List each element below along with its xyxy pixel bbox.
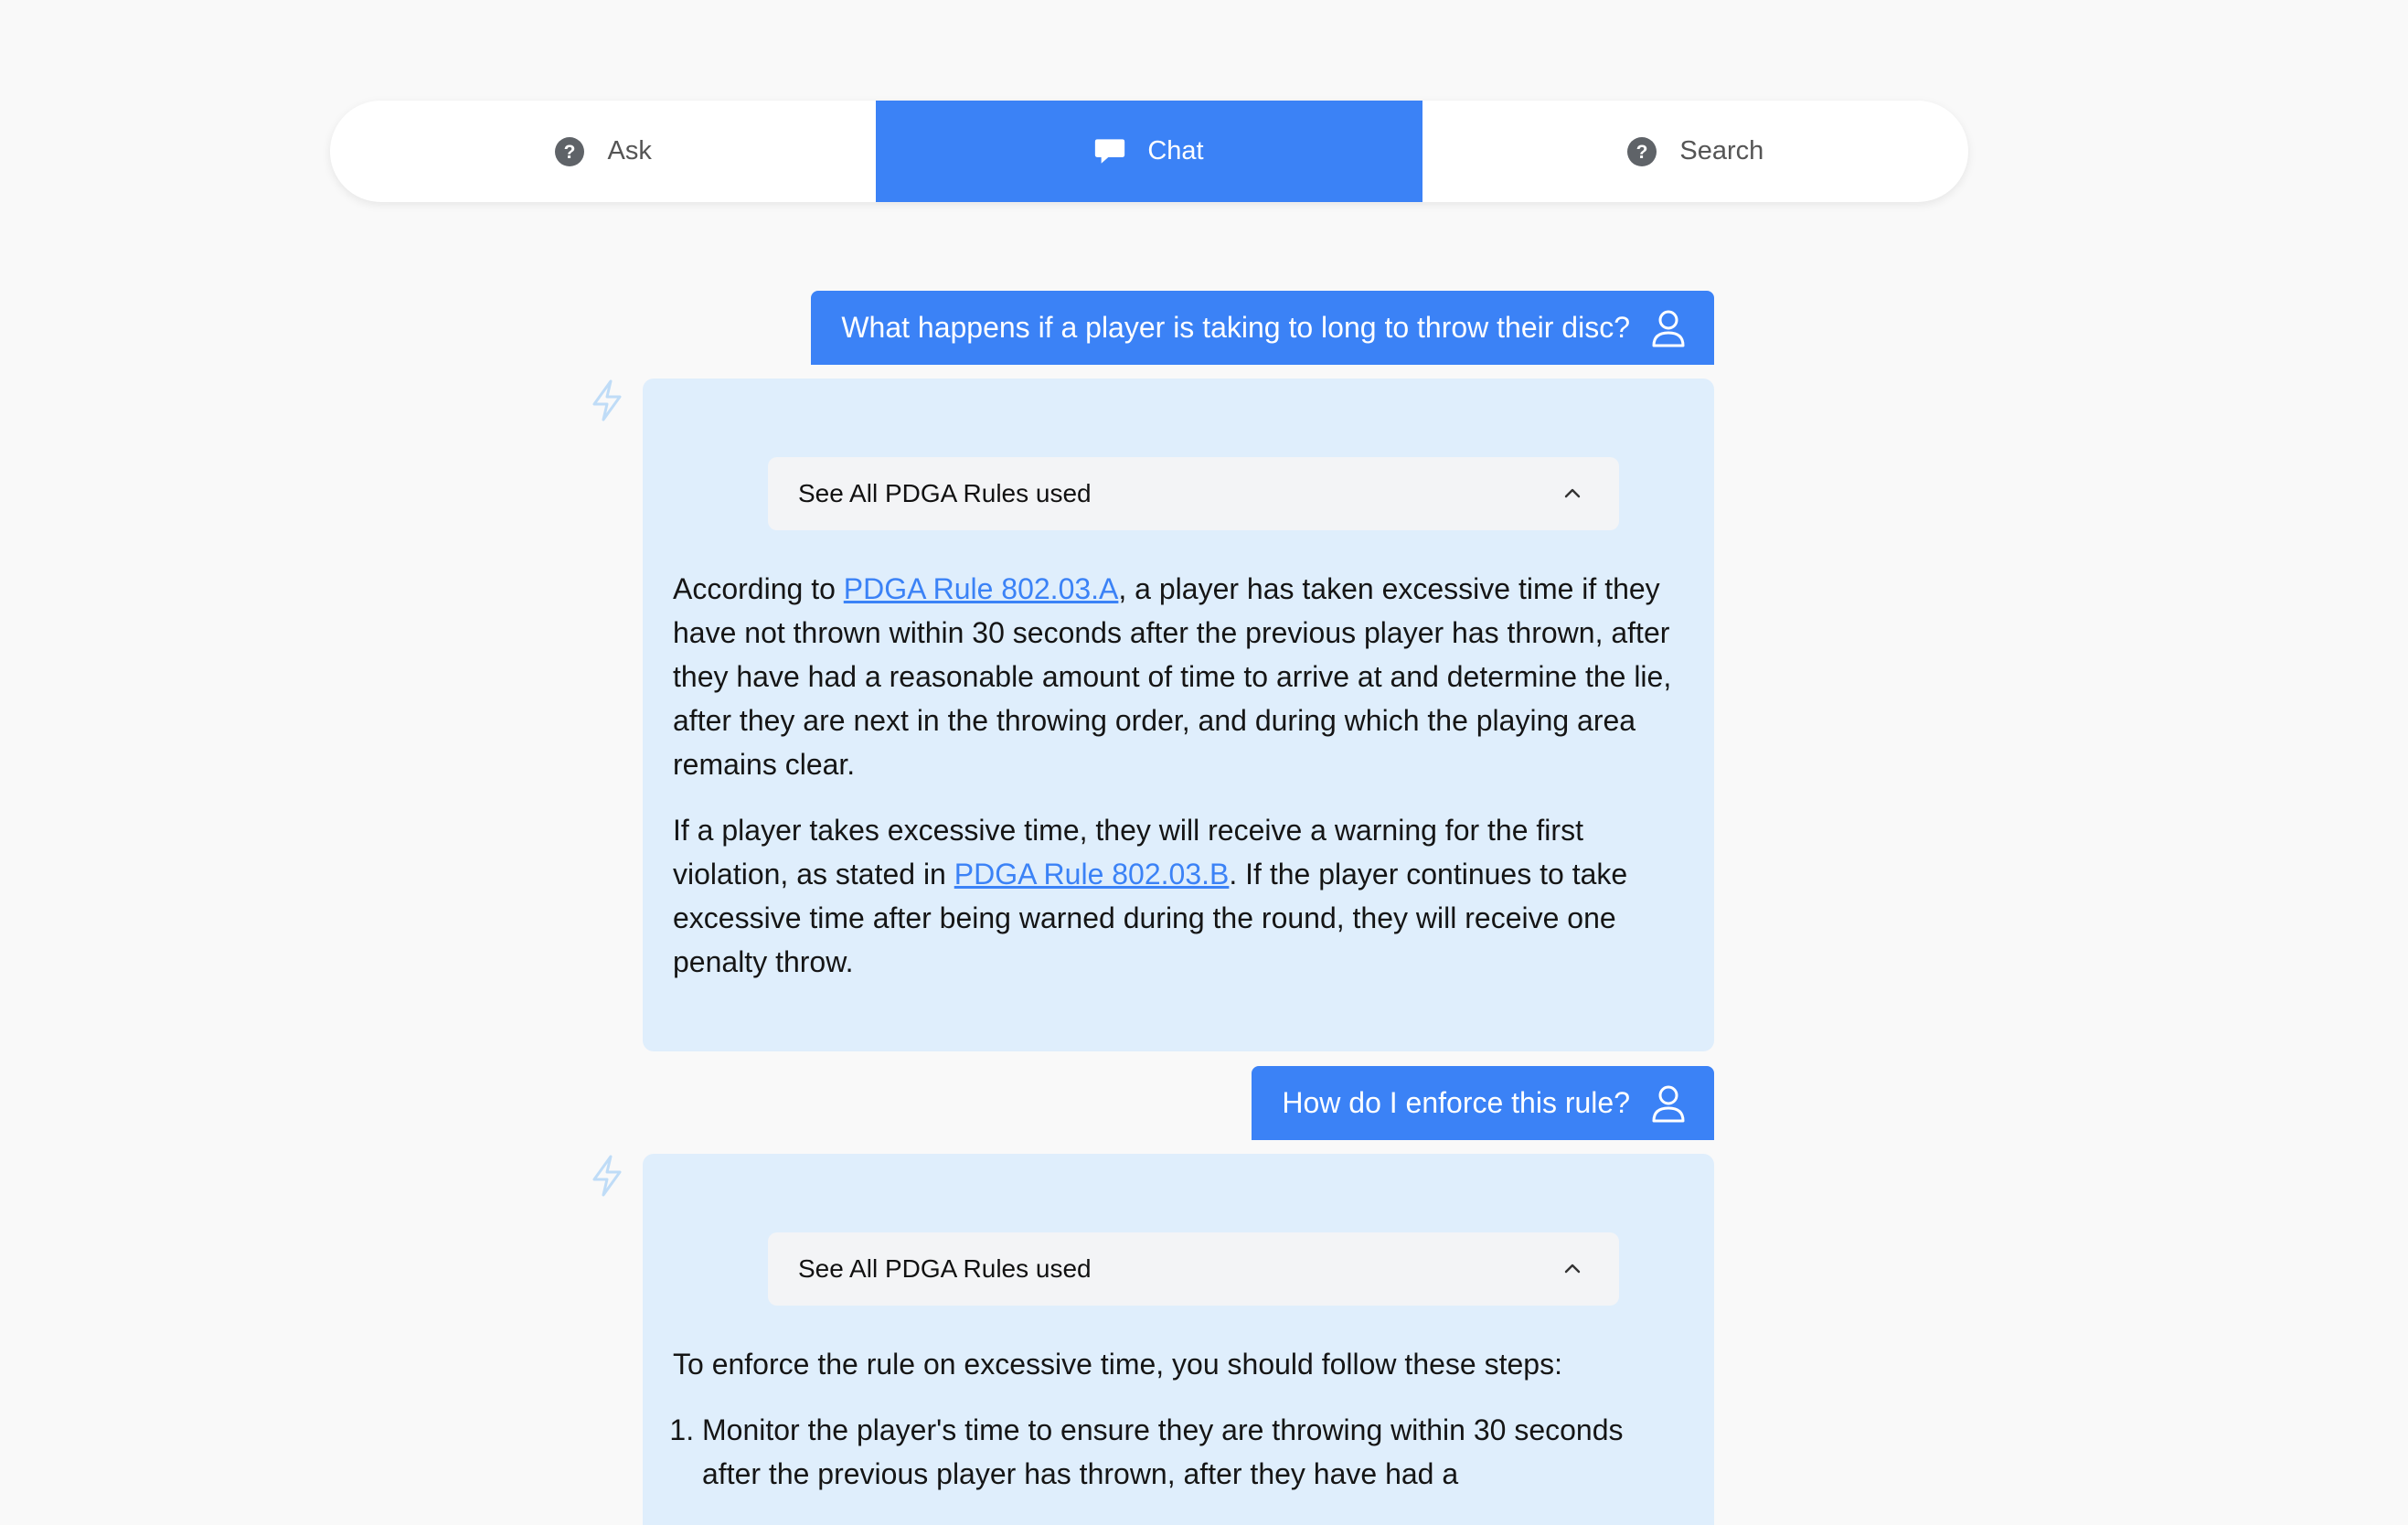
text-span: . If the player continues to take excessive time after being warned during the round, they will receive one penalty throw. (673, 858, 1628, 978)
user-message (1252, 1066, 1714, 1140)
rules-used-label: See All PDGA Rules used (798, 479, 1092, 507)
bot-message-text (673, 1342, 1684, 1496)
svg-text:?: ? (1636, 141, 1648, 163)
bot-paragraph (673, 808, 1684, 984)
rules-used-toggle[interactable] (768, 457, 1619, 530)
bot-paragraph (673, 567, 1684, 786)
list-item: 1. Monitor the player's time to ensure they are throwing within 30 seconds after the previous player has thrown, after they have had a (702, 1408, 1684, 1496)
user-icon (1650, 308, 1687, 348)
bot-message-text (673, 567, 1684, 984)
tab-chat[interactable] (876, 101, 1422, 202)
text-span: If a player takes excessive time, they will receive a warning for the first violation, as stated in (673, 814, 1583, 890)
tab-ask-label: Ask (607, 136, 652, 165)
tab-ask[interactable] (330, 101, 876, 202)
chat-bubble-icon (1094, 136, 1125, 167)
steps-list (673, 1408, 1684, 1496)
question-circle-icon (1626, 136, 1657, 167)
bot-paragraph: To enforce the rule on excessive time, you should follow these steps: (673, 1348, 1562, 1381)
user-message (811, 291, 1714, 365)
rules-used-toggle[interactable] (768, 1232, 1619, 1306)
mode-tabs (330, 101, 1968, 202)
bolt-icon (589, 379, 625, 422)
chevron-up-icon (1561, 482, 1584, 506)
bolt-icon (589, 1154, 625, 1198)
tab-chat-label: Chat (1147, 136, 1204, 165)
rules-used-label: See All PDGA Rules used (798, 1254, 1092, 1283)
rule-link[interactable]: PDGA Rule 802.03.A (843, 572, 1119, 605)
user-message-text: How do I enforce this rule? (1282, 1086, 1630, 1119)
bot-message (643, 1154, 1714, 1525)
text-span: According to (673, 572, 844, 605)
svg-text:?: ? (564, 141, 576, 163)
tab-search[interactable] (1422, 101, 1968, 202)
user-message-text: What happens if a player is taking to long to throw their disc? (841, 311, 1630, 344)
tab-search-label: Search (1679, 136, 1764, 165)
text-span: , a player has taken excessive time if they have not thrown within 30 seconds after the previous player has thrown, after they have had a reasonable amount of time to arrive at and determine the lie, after they are next in the throwing order, and during which the playing area remains clear. (673, 572, 1672, 781)
question-circle-icon (554, 136, 585, 167)
bot-message (643, 379, 1714, 1051)
user-icon (1650, 1083, 1687, 1124)
rule-link[interactable]: PDGA Rule 802.03.B (954, 858, 1230, 890)
chevron-up-icon (1561, 1257, 1584, 1281)
